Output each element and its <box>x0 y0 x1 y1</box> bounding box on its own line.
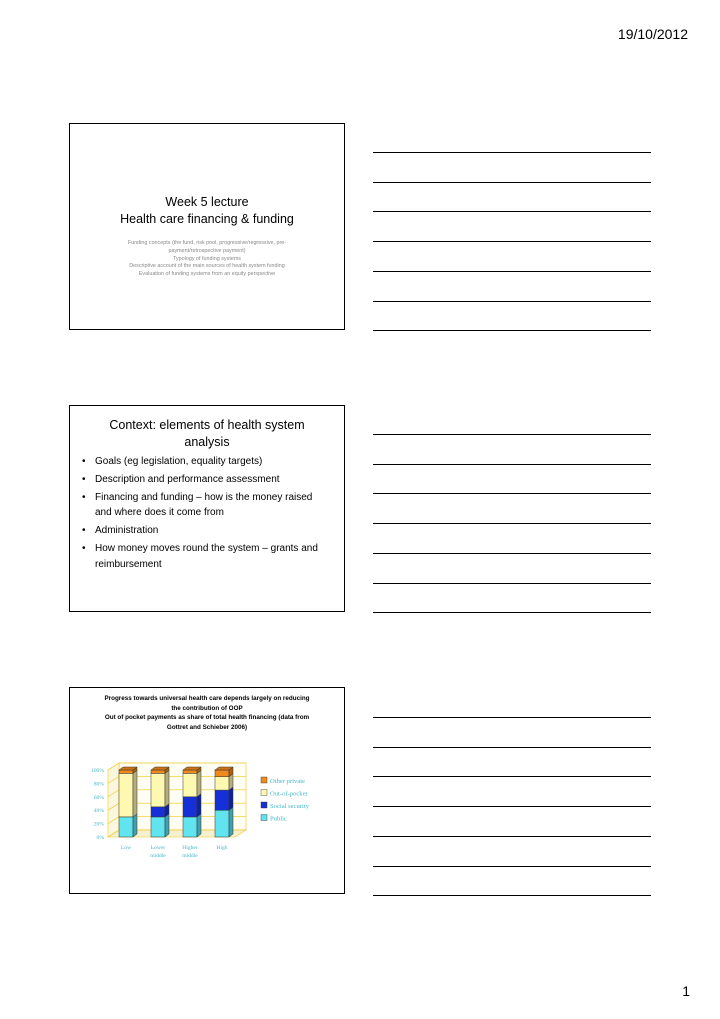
slide-2-bullet: • Administration <box>80 523 330 539</box>
slide-1-subtitle-line: Typology of funding systems <box>172 255 242 262</box>
chart-bar-side <box>197 794 201 817</box>
chart-bar-side <box>165 770 169 807</box>
chart-x-tick-label: middle <box>150 853 166 859</box>
slide-2-bullet-list <box>80 454 330 575</box>
notes-line <box>373 241 651 242</box>
chart-legend-swatch <box>261 802 267 808</box>
slide-1-title <box>70 194 344 228</box>
slide-2-bullet: • How money moves round the system – grants and reimbursement <box>80 541 330 572</box>
chart-bar-segment <box>215 770 229 777</box>
chart-bar-segment <box>183 797 197 817</box>
slide-2-bullet: • Financing and funding – how is the money raised and where does it come from <box>80 490 330 521</box>
chart-legend-label: Out-of-pocket <box>270 790 308 798</box>
chart-y-tick-label: 20% <box>93 821 104 828</box>
slide-3 <box>69 687 345 894</box>
slide-3-title-line: Progress towards universal health care depends largely on reducing <box>104 695 310 702</box>
notes-line <box>373 836 651 837</box>
chart-bar-segment <box>215 790 229 810</box>
chart-bar-segment <box>215 777 229 790</box>
chart-bar-segment <box>151 770 165 773</box>
notes-line <box>373 553 651 554</box>
chart-bar-side <box>165 814 169 837</box>
notes-line <box>373 182 651 183</box>
chart-x-tick-label: Lower <box>150 845 166 851</box>
slide-1-title-line-2: Health care financing & funding <box>120 212 294 226</box>
slide-3-title-line: Out of pocket payments as share of total health financing (data from <box>104 714 310 722</box>
chart-y-tick-label: 40% <box>93 808 104 815</box>
slide-1 <box>69 123 345 330</box>
chart-x-tick-label: middle <box>182 853 198 859</box>
chart-x-tick-label: High <box>216 845 228 851</box>
header-date: 19/10/2012 <box>617 26 688 42</box>
notes-line <box>373 895 651 896</box>
chart-bar-segment <box>119 817 133 837</box>
chart-legend-label: Social security <box>270 803 310 810</box>
notes-line <box>373 866 651 867</box>
notes-line <box>373 301 651 302</box>
chart-legend-swatch <box>261 790 267 796</box>
chart-y-tick-label: 100% <box>90 768 104 774</box>
notes-line <box>373 464 651 465</box>
chart-bar-side <box>133 814 137 837</box>
notes-line <box>373 493 651 494</box>
slide-2-title: Context: elements of health system analysis <box>109 418 305 449</box>
stacked-bar-chart <box>70 688 344 893</box>
chart-x-tick-label: Higher <box>182 845 198 851</box>
page-number: 1 <box>682 983 690 999</box>
slide-1-subtitle-line: Evaluation of funding systems from an equity perspective <box>138 271 276 278</box>
slide-2-bullet: • Goals (eg legislation, equality targets) <box>80 454 330 470</box>
chart-bar-segment <box>119 770 133 773</box>
chart-bar-segment <box>215 810 229 837</box>
slide-2 <box>69 405 345 612</box>
notes-line <box>373 583 651 584</box>
slide-1-subtitle-line: Funding concepts (the fund, risk pool, progressive/regressive, pre- <box>127 240 287 246</box>
notes-line <box>373 211 651 212</box>
chart-bar-side <box>133 770 137 817</box>
chart-bar-segment <box>151 807 165 817</box>
notes-line <box>373 330 651 331</box>
notes-line <box>373 747 651 748</box>
notes-line <box>373 776 651 777</box>
notes-line <box>373 152 651 153</box>
chart-bar-side <box>197 814 201 837</box>
chart-bar-segment <box>183 770 197 773</box>
slide-2-bullet: • Description and performance assessment <box>80 472 330 488</box>
chart-legend-swatch <box>261 777 267 783</box>
chart-y-tick-label: 0% <box>96 835 104 841</box>
notes-line <box>373 434 651 435</box>
chart-legend-label: Other private <box>270 778 305 785</box>
slide-1-subtitle-line: Descriptive account of the main sources of health system funding <box>129 263 285 270</box>
chart-y-tick-label: 60% <box>93 794 104 801</box>
slide-1-title-line-1: Week 5 lecture <box>165 195 249 209</box>
slide-1-subtitle-line: payment/retrospective payment) <box>168 247 246 254</box>
chart-legend-label: Public <box>270 815 287 823</box>
chart-legend-swatch <box>261 815 267 821</box>
notes-line <box>373 806 651 807</box>
notes-line <box>373 612 651 613</box>
chart-bar-segment <box>151 817 165 837</box>
slide-3-title-line: the contribution of OOP <box>171 704 243 712</box>
chart-x-tick-label: Low <box>120 845 132 851</box>
chart-bar-side <box>197 770 201 796</box>
notes-line <box>373 717 651 718</box>
chart-side-wall <box>108 763 119 837</box>
chart-bar-segment <box>119 773 133 817</box>
chart-bar-side <box>229 807 233 837</box>
chart-bar-segment <box>151 773 165 807</box>
notes-line <box>373 271 651 272</box>
chart-bar-segment <box>183 773 197 796</box>
slide-3-title-line: Gottret and Schieber 2006) <box>166 723 248 731</box>
chart-bar-side <box>229 787 233 810</box>
notes-line <box>373 523 651 524</box>
slide-1-subtitle <box>98 240 316 279</box>
chart-y-tick-label: 80% <box>93 781 104 788</box>
chart-bar-segment <box>183 817 197 837</box>
